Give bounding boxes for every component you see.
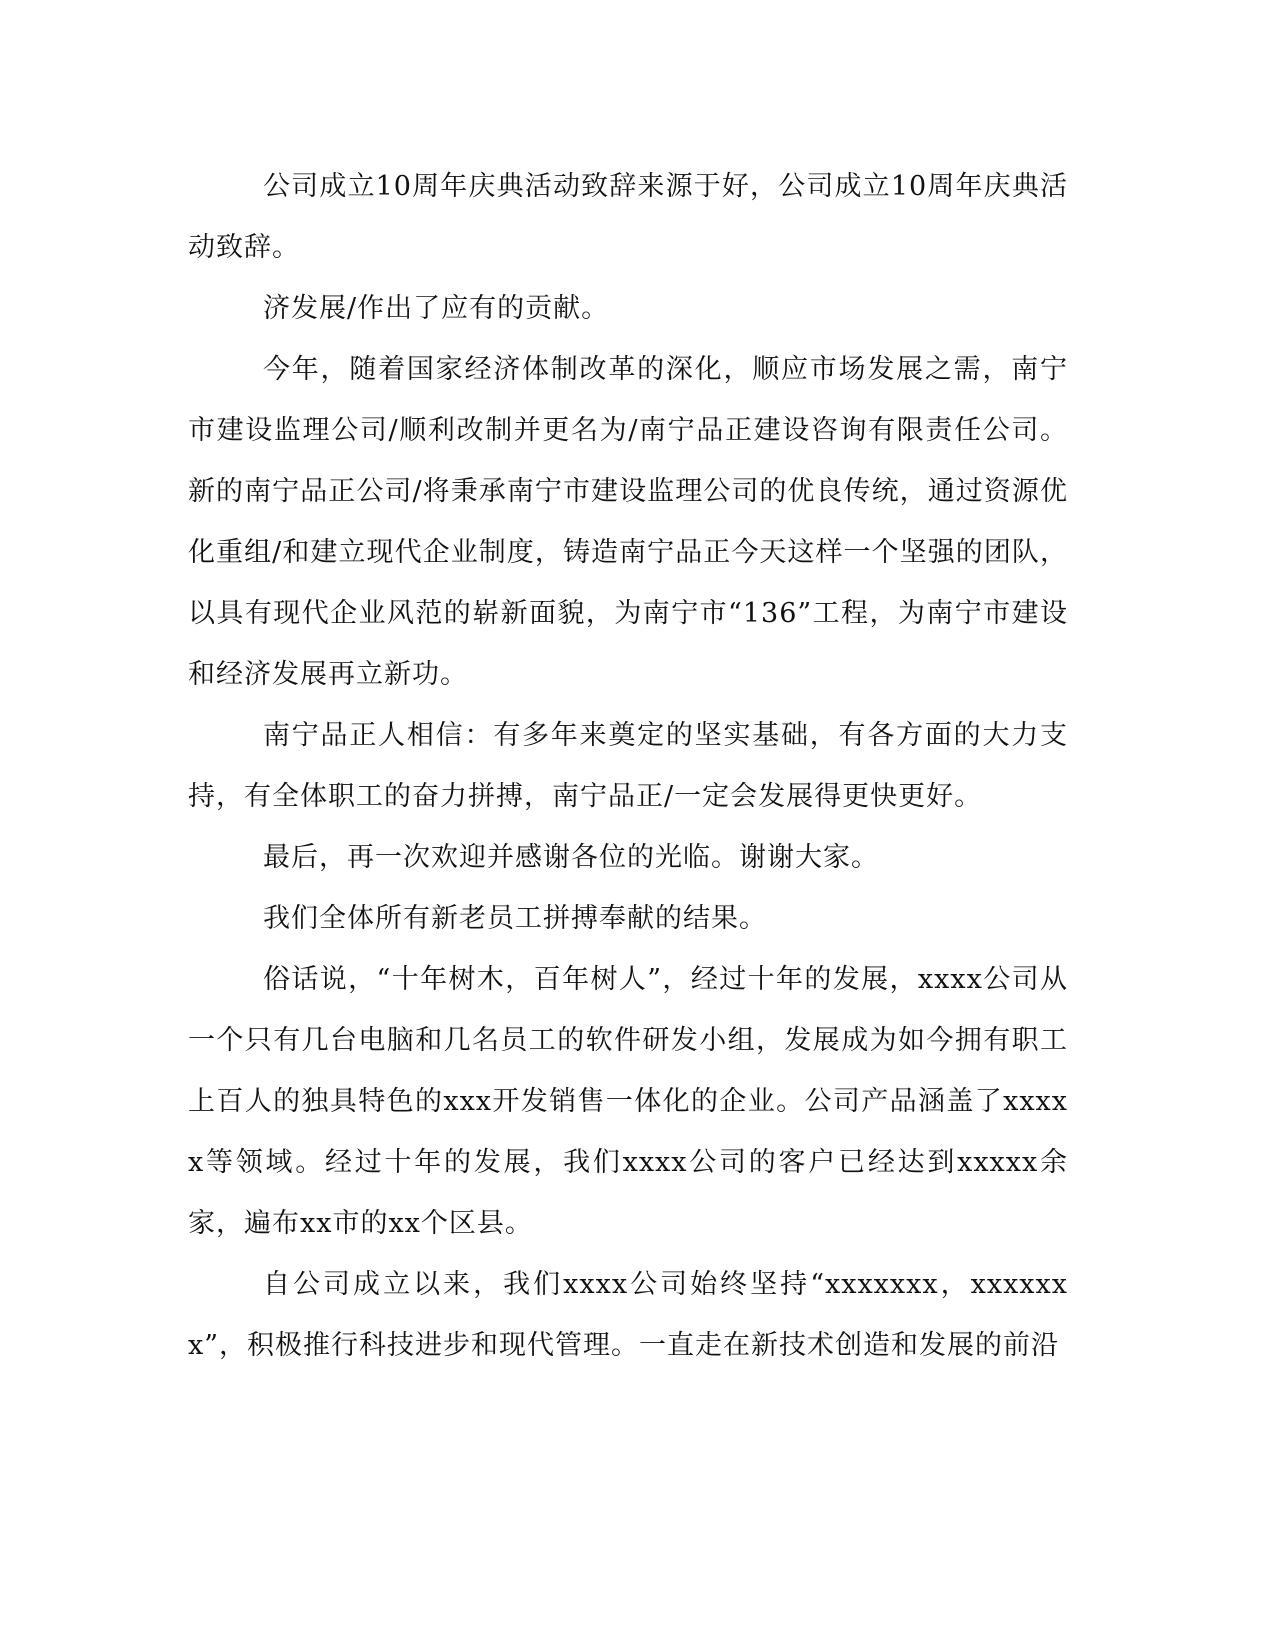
- paragraph-5: 最后，再一次欢迎并感谢各位的光临。谢谢大家。: [263, 842, 879, 873]
- paragraph-3: 今年，随着国家经济体制改革的深化，顺应市场发展之需，南宁市建设监理公司/顺利改制并更名为/南宁品正建设咨询有限责任公司。新的南宁品正公司/将秉承南宁市建设监理公司的优良传统，通过资源优化重组/和建立现代企业制度，铸造南宁品正今天这样一个坚强的团队，以具有现代企业风范的崭新面貌，为南宁市“136”工程，为南宁市建设和经济发展再立新功。: [188, 354, 1068, 690]
- paragraph-6: 我们全体所有新老员工拼搏奉献的结果。: [263, 903, 767, 934]
- paragraph-1: 公司成立10周年庆典活动致辞来源于好，公司成立10周年庆典活动致辞。: [188, 171, 1068, 263]
- paragraph-8: 自公司成立以来，我们xxxx公司始终坚持“xxxxxxx，xxxxxxx”，积极推行科技进步和现代管理。一直走在新技术创造和发展的前沿: [188, 1269, 1068, 1361]
- paragraph-4: 南宁品正人相信：有多年来奠定的坚实基础，有各方面的大力支持，有全体职工的奋力拼搏，南宁品正/一定会发展得更快更好。: [188, 720, 1068, 812]
- paragraph-2: 济发展/作出了应有的贡献。: [263, 293, 610, 324]
- document-body: [188, 156, 1068, 1376]
- paragraph-7: 俗话说，“十年树木，百年树人”，经过十年的发展，xxxx公司从一个只有几台电脑和几名员工的软件研发小组，发展成为如今拥有职工上百人的独具特色的xxx开发销售一体化的企业。公司产品涵盖了xxxxx等领域。经过十年的发展，我们xxxx公司的客户已经达到xxxxx余家，遍布xx市的xx个区县。: [188, 964, 1068, 1239]
